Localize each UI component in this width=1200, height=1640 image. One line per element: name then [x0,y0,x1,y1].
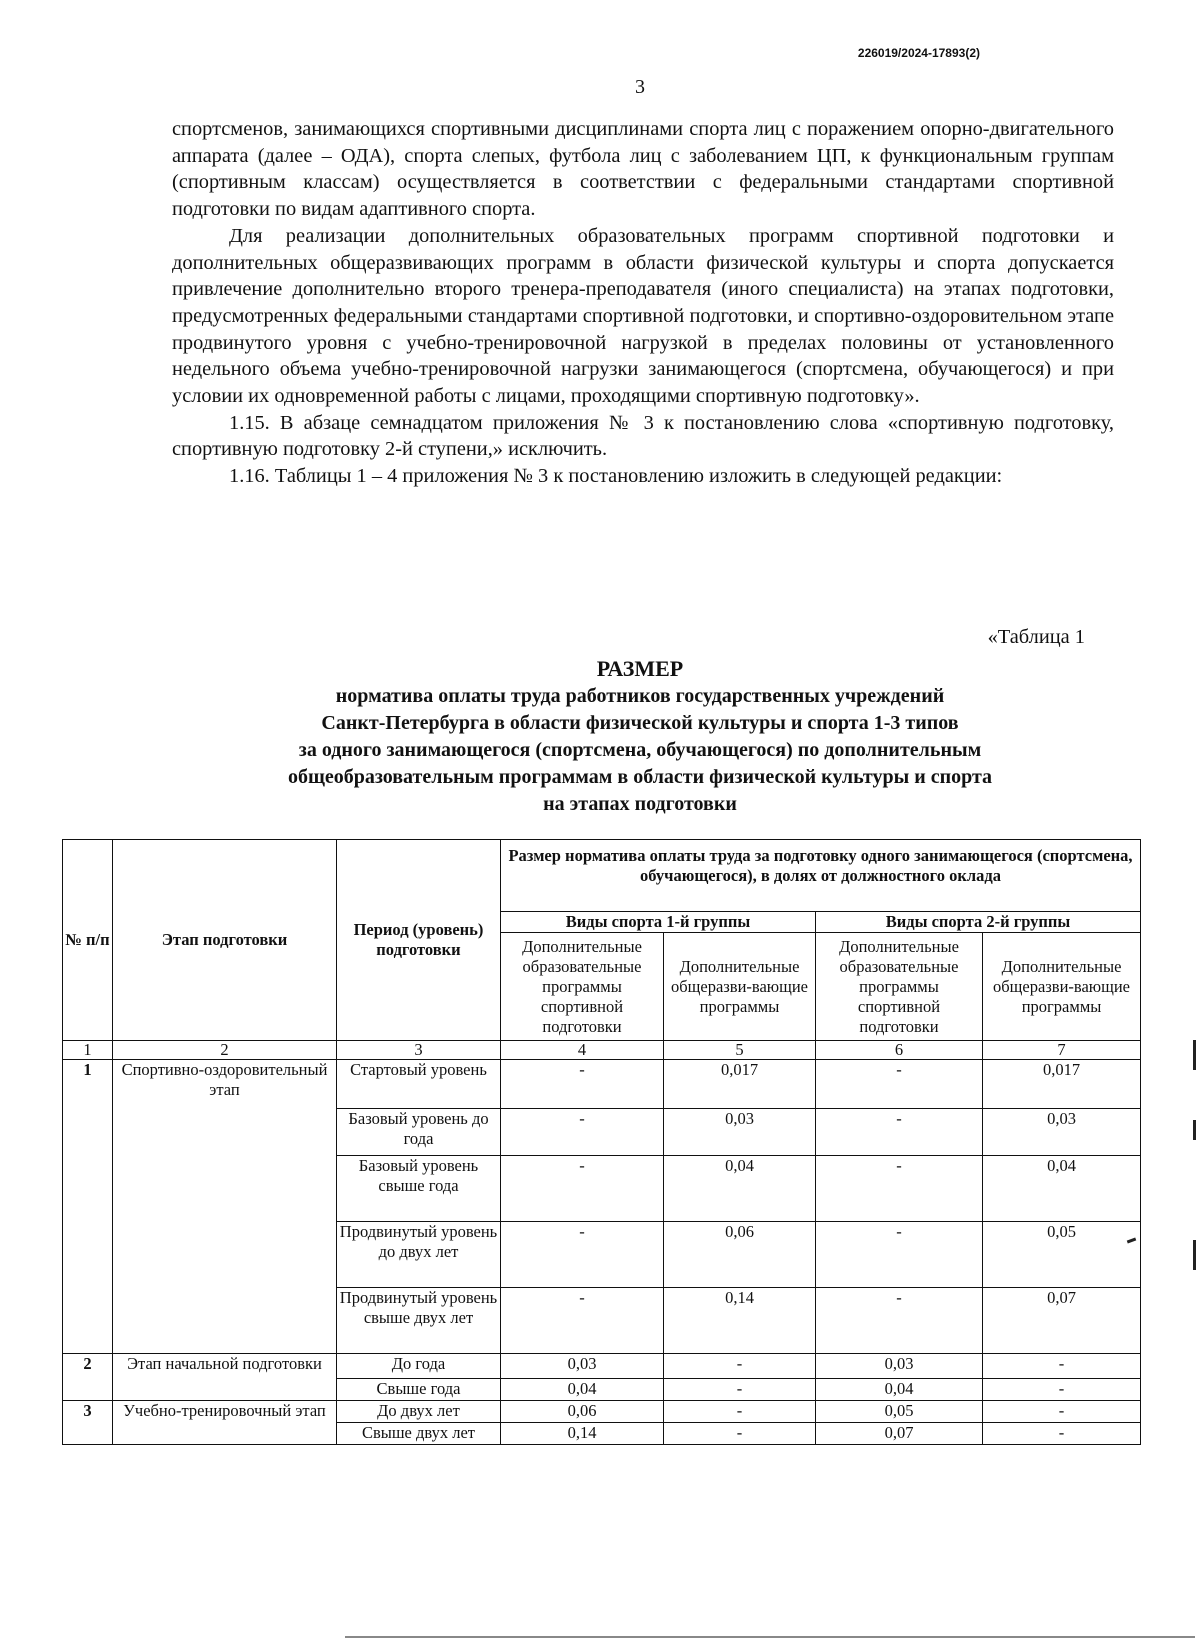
col-number: 6 [816,1041,983,1060]
period-cell: До года [337,1354,501,1379]
heading-title: РАЗМЕР [596,656,684,681]
value-cell: - [664,1354,816,1379]
heading-line: на этапах подготовки [543,793,737,815]
heading-line: за одного занимающегося (спортсмена, обучающегося) по дополнительным [298,739,982,761]
heading-line: Санкт-Петербурга в области физической культуры и спорта 1-3 типов [321,712,959,734]
table-heading [180,655,1100,818]
period-cell: Свыше года [337,1379,501,1401]
period-cell: Стартовый уровень [337,1060,501,1109]
heading-line: общеобразовательным программам в области физической культуры и спорта [287,766,993,788]
value-cell: 0,03 [501,1354,664,1379]
value-cell: - [501,1288,664,1354]
paragraph-2: Для реализации дополнительных образовательных программ спортивной подготовки и дополнительных общеразвивающих программ в области физической культуры и спорта допускается привлечение дополнительно второго тренера-преподавателя (иного специалиста) на этапах подготовки, предусмотренных федеральными стандартами спортивной подготовки, и спортивно-оздоровительном этапе продвинутого уровня с учебно-тренировочной нагрузкой в пределах половины от установленного недельного объема учебно-тренировочной нагрузки занимающегося (спортсмена, обучающегося) и при условии их одновременной работы с лицами, проходящими спортивную подготовку». [172,224,1114,408]
header-size: Размер норматива оплаты труда за подготовку одного занимающегося (спортсмена, обучающегося), в долях от должностного оклада [501,840,1141,912]
value-cell: - [816,1109,983,1156]
period-cell: Продвинутый уровень до двух лет [337,1222,501,1288]
value-cell: - [983,1379,1141,1401]
value-cell: 0,04 [501,1379,664,1401]
paragraph-3: 1.15. В абзаце семнадцатом приложения № 3 к постановлению слова «спортивную подготовку, спортивную подготовку 2-й ступени,» исключить. [172,411,1114,461]
value-cell: - [816,1156,983,1222]
body-text [172,116,1114,490]
stage-name: Этап начальной подготовки [113,1354,337,1401]
value-cell: 0,14 [501,1423,664,1445]
stage-number: 1 [63,1060,113,1354]
paragraph-1: спортсменов, занимающихся спортивными дисциплинами спорта лиц с поражением опорно-двигательного аппарата (далее – ОДА), спорта слепых, футбола лиц с заболеванием ЦП, к функциональным группам (спортивным классам) осуществляется в соответствии с федеральными стандартами спортивной подготовки по видам адаптивного спорта. [172,118,1114,221]
value-cell: - [664,1423,816,1445]
col-number: 4 [501,1041,664,1060]
value-cell: - [501,1060,664,1109]
value-cell: 0,07 [983,1288,1141,1354]
value-cell: - [664,1379,816,1401]
value-cell: 0,017 [664,1060,816,1109]
value-cell: 0,07 [816,1423,983,1445]
header-num: № п/п [63,840,113,1041]
value-cell: 0,03 [664,1109,816,1156]
value-cell: 0,03 [983,1109,1141,1156]
table-row [63,1060,1141,1109]
document-id: 226019/2024-17893(2) [857,46,980,60]
scan-artifact [1193,1040,1196,1070]
value-cell: 0,04 [983,1156,1141,1222]
col-number: 3 [337,1041,501,1060]
value-cell: 0,04 [816,1379,983,1401]
col-number: 2 [113,1041,337,1060]
scan-artifact [1193,1240,1196,1270]
value-cell: - [983,1423,1141,1445]
value-cell: 0,04 [664,1156,816,1222]
header-prog-gen-2: Дополнительные общеразви-вающие программы [983,933,1141,1041]
value-cell: - [816,1060,983,1109]
value-cell: 0,05 [816,1401,983,1423]
period-cell: Базовый уровень свыше года [337,1156,501,1222]
paragraph-4: 1.16. Таблицы 1 – 4 приложения № 3 к постановлению изложить в следующей редакции: [229,465,1003,488]
stage-name: Спортивно-оздоровительный этап [113,1060,337,1354]
value-cell: 0,017 [983,1060,1141,1109]
value-cell: 0,06 [664,1222,816,1288]
value-cell: - [501,1222,664,1288]
value-cell: 0,06 [501,1401,664,1423]
stage-number: 3 [63,1401,113,1445]
heading-line: норматива оплаты труда работников государственных учреждений [335,685,945,707]
value-cell: - [816,1288,983,1354]
period-cell: Базовый уровень до года [337,1109,501,1156]
period-cell: Продвинутый уровень свыше двух лет [337,1288,501,1354]
value-cell: 0,14 [664,1288,816,1354]
col-number: 5 [664,1041,816,1060]
header-prog-gen-1: Дополнительные общеразви-вающие программы [664,933,816,1041]
header-period: Период (уровень) подготовки [337,840,501,1041]
value-cell: - [983,1401,1141,1423]
period-cell: До двух лет [337,1401,501,1423]
period-cell: Свыше двух лет [337,1423,501,1445]
scan-artifact [1193,1120,1196,1140]
header-stage: Этап подготовки [113,840,337,1041]
value-cell: - [501,1156,664,1222]
header-group-2: Виды спорта 2-й группы [816,912,1141,933]
table-row [63,1354,1141,1379]
value-cell: 0,03 [816,1354,983,1379]
norm-table [62,839,1141,1445]
page-number: 3 [635,76,645,98]
table-row [63,1401,1141,1423]
col-number: 1 [63,1041,113,1060]
value-cell: - [983,1354,1141,1379]
value-cell: 0,05 [983,1222,1141,1288]
scan-edge-line [345,1636,1195,1638]
header-prog-sport-1: Дополнительные образовательные программы спортивной подготовки [501,933,664,1041]
table-label: «Таблица 1 [987,626,1085,648]
header-group-1: Виды спорта 1-й группы [501,912,816,933]
header-prog-sport-2: Дополнительные образовательные программы спортивной подготовки [816,933,983,1041]
stage-name: Учебно-тренировочный этап [113,1401,337,1445]
stage-number: 2 [63,1354,113,1401]
col-number: 7 [983,1041,1141,1060]
value-cell: - [816,1222,983,1288]
value-cell: - [501,1109,664,1156]
value-cell: - [664,1401,816,1423]
